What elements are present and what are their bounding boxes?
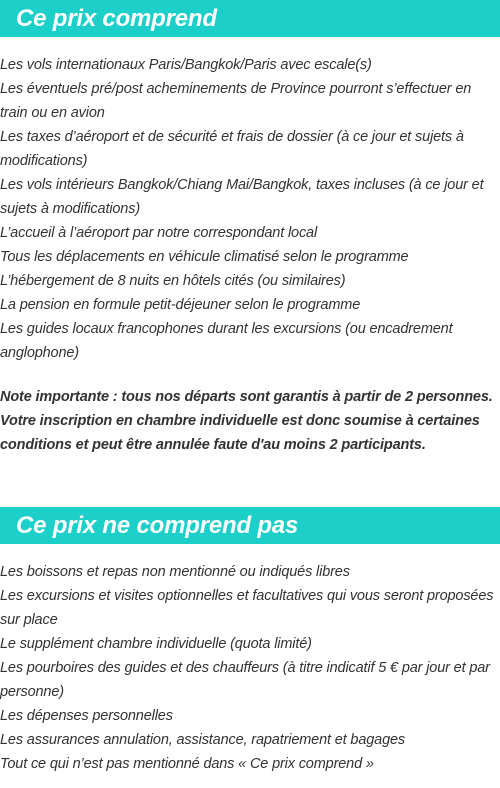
list-item: Tous les déplacements en véhicule climatisé selon le programme [0, 249, 409, 265]
included-list [0, 53, 500, 365]
list-item: Les vols intérieurs Bangkok/Chiang Mai/Bangkok, taxes incluses (à ce jour et sujets à modifications) [0, 177, 484, 217]
excluded-section-header [0, 507, 500, 544]
list-item: La pension en formule petit-déjeuner selon le programme [0, 297, 361, 313]
excluded-section-title: Ce prix ne comprend pas [16, 512, 299, 539]
excluded-list [0, 560, 500, 776]
list-item: Les boissons et repas non mentionné ou indiqués libres [0, 564, 350, 580]
list-item: Les vols internationaux Paris/Bangkok/Paris avec escale(s) [0, 57, 372, 73]
list-item: Tout ce qui n’est pas mentionné dans « Ce prix comprend » [0, 756, 374, 772]
list-item: Les guides locaux francophones durant les excursions (ou encadrement anglophone) [0, 321, 453, 361]
list-item: Les pourboires des guides et des chauffeurs (à titre indicatif 5 € par jour et par personne) [0, 660, 490, 700]
list-item: L’accueil à l’aéroport par notre correspondant local [0, 225, 318, 241]
list-item: L’hébergement de 8 nuits en hôtels cités (ou similaires) [0, 273, 346, 289]
included-section-header [0, 0, 500, 37]
list-item: Les éventuels pré/post acheminements de Province pourront s’effectuer en train ou en avion [0, 81, 472, 121]
list-item: Les excursions et visites optionnelles et facultatives qui vous seront proposées sur place [0, 588, 494, 628]
list-item: Les assurances annulation, assistance, rapatriement et bagages [0, 732, 406, 748]
list-item: Les dépenses personnelles [0, 708, 173, 724]
important-note: Note importante : tous nos départs sont garantis à partir de 2 personnes. Votre inscription en chambre individuelle est donc soumise à certaines conditions et peut être annulée faute d'au moins 2 participants. [0, 389, 493, 453]
list-item: Le supplément chambre individuelle (quota limité) [0, 636, 312, 652]
included-section-title: Ce prix comprend [16, 5, 217, 32]
list-item: Les taxes d’aéroport et de sécurité et frais de dossier (à ce jour et sujets à modifications) [0, 129, 464, 169]
